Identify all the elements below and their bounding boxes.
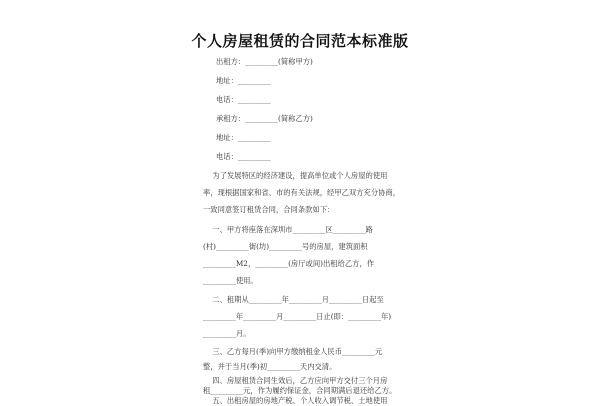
body-line: 一、甲方将座落在深圳市_________区_________路 — [203, 225, 373, 234]
body-line: 为了发展特区的经济建设，提高单位或个人房屋的使用 — [203, 171, 388, 180]
body-line: 五、出租房屋的房地产税、个人收入调节税、土地使用 — [203, 396, 388, 405]
lessor-phone-line: 电话：_________ — [216, 95, 271, 104]
lessee-address-line: 地址：_________ — [216, 133, 271, 142]
document-title: 个人房屋租赁的合同范本标准版 — [191, 32, 409, 50]
body-line: 整，并于当月(季)初_________天内交清。 — [203, 362, 337, 371]
body-line: 一致同意签订租赁合同，合同条款如下： — [203, 205, 335, 214]
lessee-name-line: 承租方：_________(简称乙方) — [216, 114, 313, 123]
body-line: _________M2，_________(房厅或间)出租给乙方，作 — [203, 259, 375, 268]
body-line: _________年_________月_________日止(即：_________年) — [203, 312, 392, 321]
body-line: (村)_________街(坊)_________号的房屋，建筑面积 — [203, 242, 368, 251]
body-line: _________使用。 — [203, 276, 258, 285]
lessor-name-line: 出租方：_________(简称甲方) — [216, 57, 313, 66]
body-line: 租_________元，作为履约保证金，合同期满后退还给乙方。 — [203, 386, 397, 395]
lessee-phone-line: 电话：_________ — [216, 152, 271, 161]
lessor-address-line: 地址：_________ — [216, 76, 271, 85]
body-line: 二、租期从_________年_________月_________日起至 — [203, 295, 384, 304]
body-line: 四、房屋租赁合同生效后，乙方应向甲方交付三个月房 — [203, 376, 388, 385]
body-line: 三、乙方每月(季)向甲方缴纳租金人民币_________元 — [203, 347, 383, 356]
body-line: 率，现根据国家和省、市的有关法规，经甲乙双方充分协商， — [203, 188, 401, 197]
body-line: _________月。 — [203, 329, 251, 338]
